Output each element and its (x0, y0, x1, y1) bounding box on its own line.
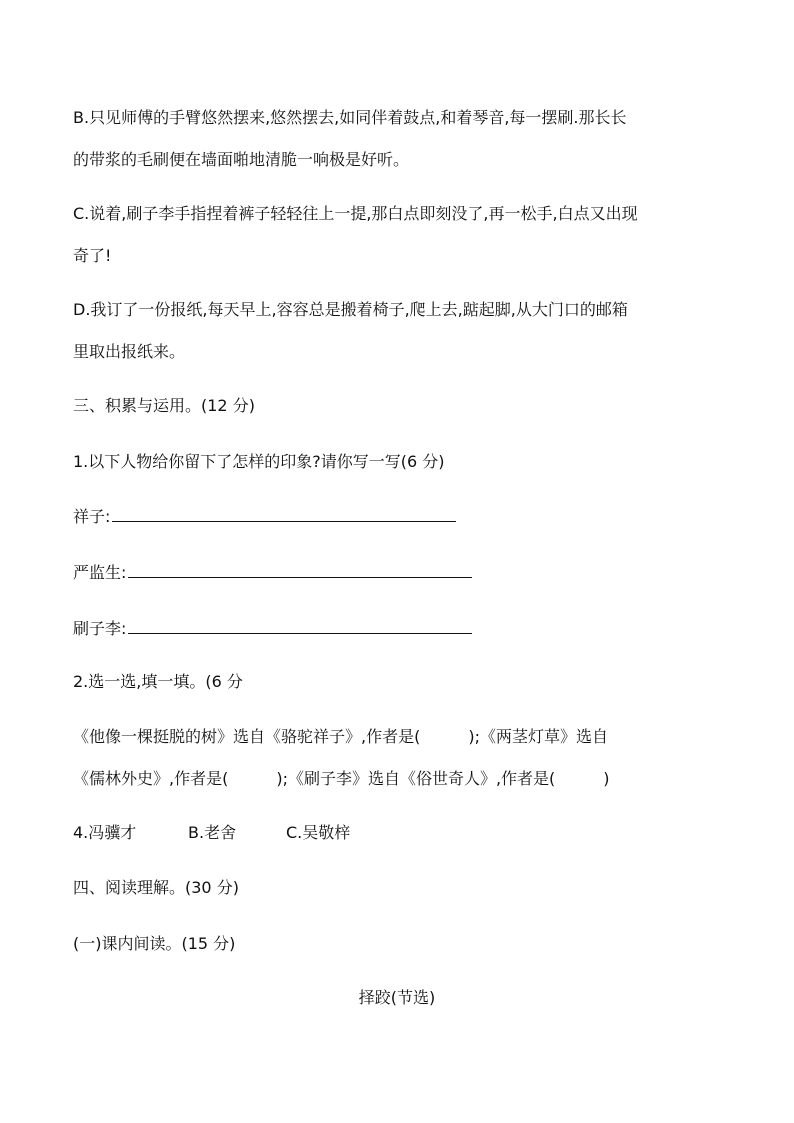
option-d-line2: 里取出报纸来。 (73, 342, 186, 361)
option-a: 4.冯骥才 (73, 823, 137, 842)
answer-shuazili (73, 619, 472, 639)
option-b-line2: 的带浆的毛刷便在墙面啪地清脆一响极是好听。 (73, 150, 410, 169)
q1-prompt: 1.以下人物给你留下了怎样的印象?请你写一写(6 分) (73, 452, 445, 471)
answer-label: 刷子李: (73, 619, 127, 638)
q2-options (73, 823, 350, 843)
passage-title: 择跤(节选) (358, 988, 436, 1007)
answer-xiangzi (73, 507, 456, 527)
section4-sub1: (一)课内间读。(15 分) (73, 934, 236, 953)
q2-prompt: 2.选一选,填一填。(6 分 (73, 672, 243, 691)
answer-blank-line[interactable] (112, 507, 456, 522)
answer-label: 祥子: (73, 507, 111, 526)
option-d-line1: D.我订了一份报纸,每天早上,容容总是搬着椅子,爬上去,踮起脚,从大门口的邮箱 (73, 300, 628, 319)
option-b-line1: B.只见师傅的手臂悠然摆来,悠然摆去,如同伴着鼓点,和着琴音,每一摆刷.那长长 (73, 108, 627, 127)
option-c-line1: C.说着,刷子李手指捏着裤子轻轻往上一提,那白点即刻没了,再一松手,白点又出现 (73, 204, 638, 223)
q2-line1: 《他像一棵挺脱的树》选自《骆驼祥子》,作者是( );《两茎灯草》选自 (73, 727, 608, 746)
answer-blank-line[interactable] (128, 563, 472, 578)
answer-yanjiansheng (73, 563, 472, 583)
answer-label: 严监生: (73, 563, 127, 582)
section3-heading: 三、积累与运用。(12 分) (73, 396, 255, 415)
option-c-line2: 奇了! (73, 246, 112, 265)
answer-blank-line[interactable] (128, 619, 472, 634)
option-b-author: B.老舍 (188, 823, 237, 842)
section4-heading: 四、阅读理解。(30 分) (73, 878, 239, 897)
q2-line2: 《儒林外史》,作者是( );《刷子李》选自《俗世奇人》,作者是( ) (73, 769, 610, 788)
option-c-author: C.吴敬梓 (286, 823, 351, 842)
